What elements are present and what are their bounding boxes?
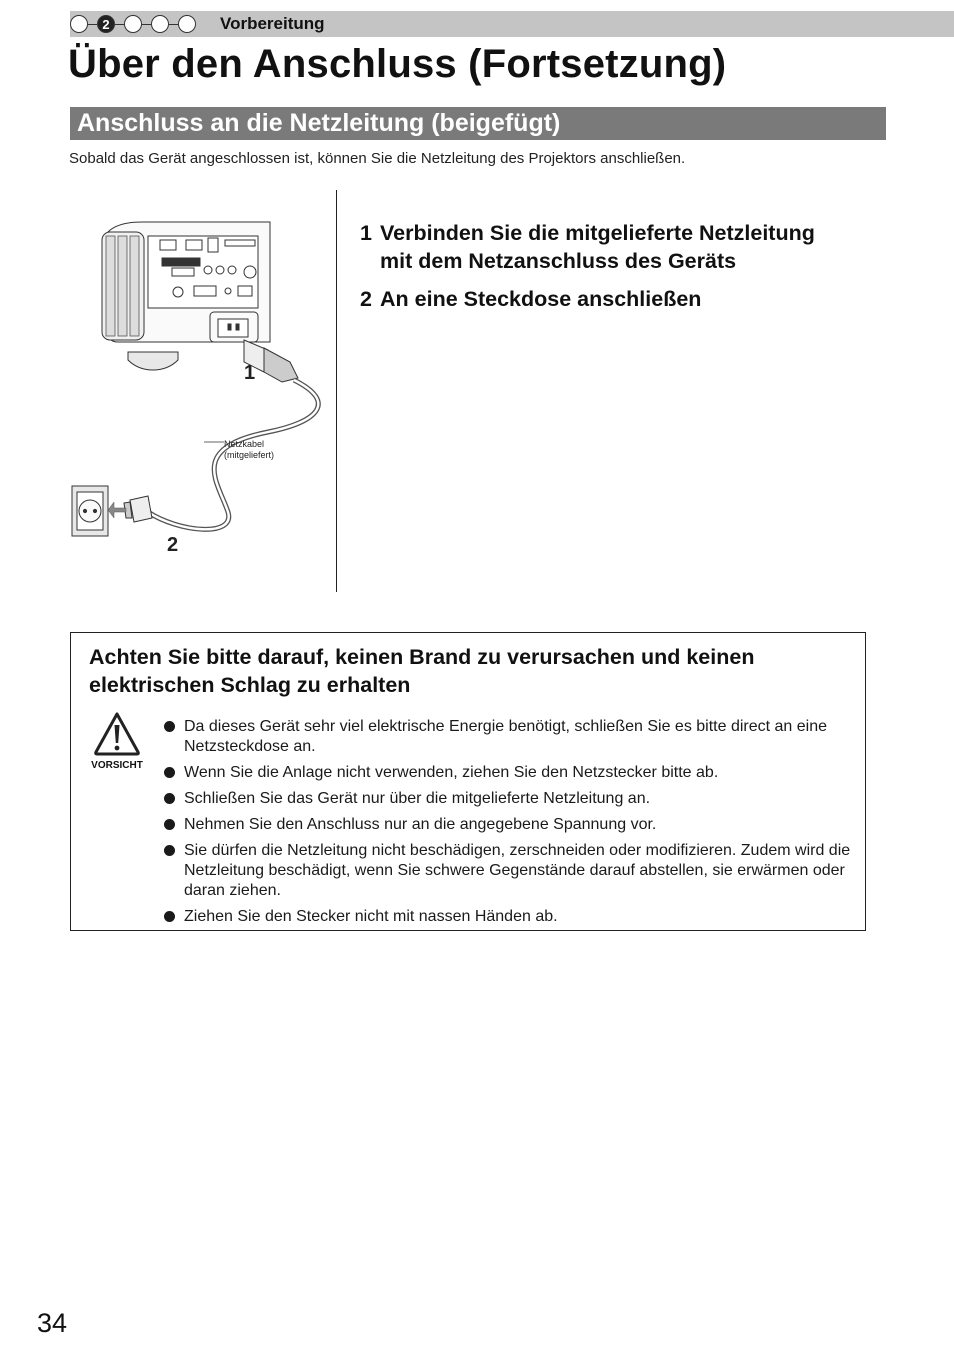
step-connector (88, 24, 97, 25)
callout-1: 1 (244, 362, 256, 384)
step-marker-4 (151, 15, 169, 33)
page-title: Über den Anschluss (Fortsetzung) (68, 42, 727, 86)
chapter-step-indicator (70, 13, 196, 35)
instruction-step-1 (360, 219, 815, 275)
step-marker-2: 2 (97, 15, 115, 33)
warning-box (70, 632, 866, 931)
power-plug-wall-end (124, 496, 152, 522)
step-marker-3 (124, 15, 142, 33)
list-item: Da dieses Gerät sehr viel elektrische Energie benötigt, schließen Sie es bitte direct an eine Netzsteckdose an. (164, 717, 854, 757)
caution-label: VORSICHT (91, 760, 143, 771)
insert-arrow (108, 502, 126, 518)
header-bar-left-gap (0, 11, 70, 37)
instruction-number: 1 (360, 221, 372, 245)
step-connector (169, 24, 178, 25)
wall-socket (72, 486, 108, 536)
list-item: Schließen Sie das Gerät nur über die mitgelieferte Netzleitung an. (164, 789, 854, 809)
section-label: Vorbereitung (220, 14, 325, 33)
instruction-step-2 (360, 285, 701, 313)
step-marker-5 (178, 15, 196, 33)
callout-2: 2 (167, 534, 179, 556)
intro-text: Sobald das Gerät angeschlossen ist, können Sie die Netzleitung des Projektors anschließen. (69, 150, 686, 167)
step-connector (142, 24, 151, 25)
warning-triangle-icon (93, 711, 141, 757)
cable-label-note: (mitgeliefert) (224, 450, 275, 460)
list-item: Sie dürfen die Netzleitung nicht beschädigen, zerschneiden oder modifizieren. Zudem wird die Netzleitung beschädigt, wenn Sie schwere Gegenstände darauf abstellen, sie erwärmen oder daran ziehen. (164, 841, 854, 901)
page-number: 34 (37, 1308, 68, 1338)
step-connector (115, 24, 124, 25)
list-item: Wenn Sie die Anlage nicht verwenden, ziehen Sie den Netzstecker bitte ab. (164, 763, 854, 783)
subsection-title: Anschluss an die Netzleitung (beigefügt) (77, 109, 561, 137)
list-item: Nehmen Sie den Anschluss nur an die angegebene Spannung vor. (164, 815, 854, 835)
warning-list (164, 717, 854, 933)
warning-title: Achten Sie bitte darauf, keinen Brand zu verursachen und keinen elektrischen Schlag zu erhalten (89, 645, 755, 697)
step-marker-1 (70, 15, 88, 33)
subsection-bar (70, 107, 886, 140)
header-bar (0, 11, 954, 37)
instruction-text-continued: mit dem Netzanschluss des Geräts (380, 249, 737, 273)
instruction-text: An eine Steckdose anschließen (380, 287, 702, 311)
instruction-number: 2 (360, 287, 372, 311)
instruction-text: Verbinden Sie die mitgelieferte Netzleitung (380, 221, 815, 245)
connection-illustration (68, 212, 328, 572)
projector-power-diagram (68, 212, 328, 572)
cable-label (224, 439, 274, 461)
caution-symbol (87, 711, 147, 771)
cable-label-name: Netzkabel (224, 439, 265, 449)
list-item: Ziehen Sie den Stecker nicht mit nassen Händen ab. (164, 907, 854, 927)
column-divider (336, 190, 337, 592)
